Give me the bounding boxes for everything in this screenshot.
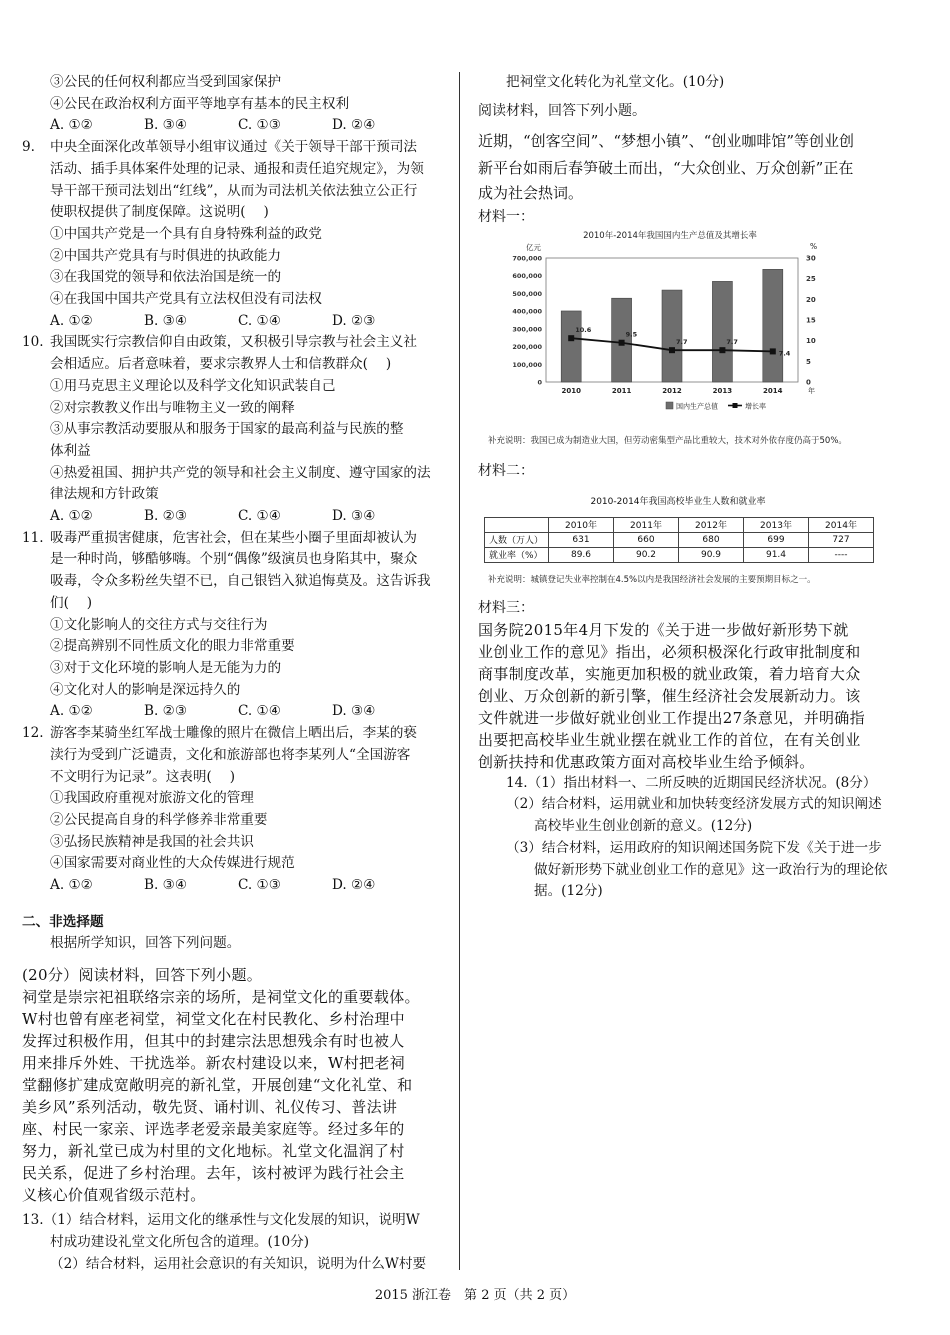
table-cell: 91.4 [744,547,809,562]
material-line: 创新扶持和优惠政策方面对高校毕业生给予倾斜。 [478,752,815,771]
choice-d: D. ②④ [332,877,376,894]
choice-c: C. ①④ [238,508,281,525]
option: ④文化对人的影响是深远持久的 [50,681,241,698]
choice-c: C. ①③ [238,117,281,134]
option: ③弘扬民族精神是我国的社会共识 [50,833,254,850]
choice-b: B. ③④ [144,877,188,894]
stem-line: 使职权提供了制度保障。这说明( ) [50,204,269,221]
gdp-bar [712,281,732,382]
y-tick-label-right: 20 [806,295,816,304]
table-cell: 699 [744,532,809,547]
table-cell: 就业率（%） [485,547,549,562]
y-tick-label-left: 500,000 [512,289,542,298]
option: ①我国政府重视对旅游文化的管理 [50,790,254,807]
q9-choices [22,311,450,333]
graduates-table [484,517,874,563]
stem-line: 导干部干预司法划出“红线”，从而为司法机关依法独立公正行 [50,182,418,199]
question-10 [22,332,450,506]
choice-a: A. ①② [50,117,93,134]
material-line: 祠堂是崇宗祀祖联络宗亲的场所，是祠堂文化的重要载体。 [22,988,420,1007]
table-row [485,547,874,562]
material-line: 努力，新礼堂已成为村里的文化地标。礼堂文化温润了村 [22,1142,405,1161]
page-footer: 2015 浙江卷 第 2 页（共 2 页） [374,1288,576,1303]
y-tick-label-right: 5 [806,357,811,366]
table-cell: 631 [549,532,614,547]
gdp-bar [662,290,682,382]
intro-line: 成为社会热词。 [478,183,584,202]
material-line: 出要把高校毕业生就业摆在就业工作的首位，在有关创业 [478,730,861,749]
table-cell [485,517,549,532]
q8-choices [22,115,450,137]
q13-heading: (20分）阅读材料，回答下列小题。 [22,966,263,985]
choice-b: B. ③④ [144,312,188,329]
q13-material [22,986,450,1206]
stem-line: 渎行为受到广泛谴责，文化和旅游部也将李某列人“全国游客 [50,746,411,763]
choice-a: A. ①② [50,703,93,720]
choice-b: B. ②③ [144,508,188,525]
option: ②中国共产党具有与时俱进的执政能力 [50,247,282,264]
y-tick-label-left: 300,000 [512,325,542,334]
x-tick-label: 2010 [561,386,581,395]
option: ②公民提高自身的科学修养非常重要 [50,811,268,828]
stem-line: 会相适应。后者意味着，要求宗教界人士和信教群众( ) [50,356,392,373]
material-1-note: 补充说明：我国已成为制造业大国，但劳动密集型产品比重较大，技术对外依存度仍高于50%。 [488,435,847,446]
q14-part2: （2）结合材料，运用就业和加快转变经济发展方式的知识阐述 [506,796,882,813]
x-tick-label: 2014 [763,386,783,395]
question-12 [22,723,450,875]
question-number: 12. [22,725,44,742]
question-11 [22,528,450,702]
choice-b: B. ③④ [144,117,188,134]
option: ③在我国党的领导和依法治国是统一的 [50,269,282,286]
choice-d: D. ③④ [332,508,376,525]
section-intro: 根据所学知识，回答下列问题。 [50,934,241,951]
growth-rate-point [719,347,725,353]
data-label: 10.6 [575,325,592,334]
data-label: 7.7 [676,337,688,346]
table-cell: 人数（万人） [485,532,549,547]
legend-swatch-gdp [666,402,673,409]
legend-label-rate: 增长率 [745,402,766,411]
x-tick-label: 2013 [712,386,733,395]
table-header-row [485,517,874,532]
choice-a: A. ①② [50,508,93,525]
y-tick-label-right: 15 [806,316,816,325]
x-tick-label: 2012 [662,386,682,395]
material-line: 座、村民一家亲、评选孝老爱亲最美家庭等。经过多年的 [22,1120,405,1139]
q14-part1: 14.（1）指出材料一、二所反映的近期国民经济状况。(8分） [506,774,877,791]
left-axis-unit: 亿元 [526,242,541,252]
q13-part2: （2）结合材料，运用社会意识的有关知识，说明为什么W村要 [50,1255,427,1272]
table-cell: 2012年 [679,517,744,532]
material-line: 民关系，促进了乡村治理。去年，该村被评为践行社会主 [22,1164,405,1183]
material-line: 商事制度改革，实施更加积极的就业政策，着力培育大众 [478,664,861,683]
option-cont: 律法规和方针政策 [50,486,159,503]
material-line: W村也曾有座老祠堂，祠堂文化在村民教化、乡村治理中 [22,1010,405,1029]
x-axis-unit: 年 [808,386,815,395]
y-tick-label-left: 200,000 [512,342,542,351]
question-number: 9. [22,139,35,156]
y-tick-label-right: 10 [806,336,816,345]
data-label: 7.4 [778,349,791,358]
material-2-title: 2010-2014年我国高校毕业生人数和就业率 [590,496,766,507]
q14-part3-cont: 据。(12分) [534,883,603,900]
growth-rate-point [770,348,776,354]
material-line: 文件就进一步做好就业创业工作提出27条意见，并明确指 [478,708,865,727]
y-tick-label-left: 400,000 [512,307,542,316]
material-line: 用来排斥外姓、干扰选举。新农村建设以来，W村把老祠 [22,1054,405,1073]
material-line: 美乡风”系列活动，敬先贤、诵村训、礼仪传习、普法讲 [22,1098,398,1117]
material-3-label: 材料三： [478,599,534,616]
intro-line: 近期，“创客空间”、“梦想小镇”、“创业咖啡馆”等创业创 [478,131,855,150]
table-cell: 2010年 [549,517,614,532]
material-1-label: 材料一： [478,208,534,225]
q13-part1-cont: 村成功建设礼堂文化所包含的道理。(10分) [50,1234,309,1251]
data-label: 9.5 [625,330,638,339]
choice-c: C. ①③ [238,877,281,894]
read-heading: 阅读材料，回答下列小题。 [478,102,646,119]
option: ①文化影响人的交往方式与交往行为 [50,616,268,633]
table-cell: 2013年 [744,517,809,532]
stem-line: 吸毒，令众多粉丝失望不已，自己银铛入狱追悔莫及。这告诉我 [50,573,431,590]
y-tick-label-left: 700,000 [512,254,542,263]
choice-d: D. ③④ [332,703,376,720]
table-cell: 660 [614,532,679,547]
choice-c: C. ①④ [238,703,281,720]
table-row [485,532,874,547]
choice-d: D. ②③ [332,312,376,329]
section-title: 二、非选择题 [22,913,104,930]
question-number: 11. [22,529,44,546]
stem-line: 们( ) [50,594,93,611]
q13-part1: 13.（1）结合材料，运用文化的继承性与文化发展的知识，说明W [22,1212,420,1229]
y-tick-label-right: 0 [806,378,811,387]
column-divider [459,72,460,1270]
y-tick-label-right: 25 [806,274,816,283]
q13-part2-cont: 把祠堂文化转化为礼堂文化。(10分) [506,74,725,90]
material-line: 创业、万众创新的新引擎，催生经济社会发展新动力。该 [478,686,861,705]
growth-rate-point [568,335,574,341]
y-tick-label-left: 100,000 [512,360,542,369]
table-cell: 680 [679,532,744,547]
material-line: 业创业工作的意见》指出，必须积极深化行政审批制度和 [478,642,861,661]
table-cell: ---- [809,547,874,562]
stem-line: 中央全面深化改革领导小组审议通过《关于领导干部干预司法 [50,139,418,156]
choice-a: A. ①② [50,312,93,329]
material-2-note: 补充说明：城镇登记失业率控制在4.5%以内是我国经济社会发展的主要预期目标之一。 [488,574,816,585]
data-label: 7.7 [726,337,738,346]
option: ②提高辨别不同性质文化的眼力非常重要 [50,638,295,655]
stem-line: 吸毒严重损害健康，危害社会，但在某些小圈子里面却被认为 [50,529,418,546]
gdp-bar [763,269,783,382]
stem-line: 是一种时尚，够酷够嗨。个别“偶像”级演员也身陷其中，聚众 [50,551,418,568]
table-cell: 90.2 [614,547,679,562]
option: ③从事宗教活动要服从和服务于国家的最高利益与民族的整 [50,421,404,438]
material-line: 国务院2015年4月下发的《关于进一步做好新形势下就 [478,620,849,639]
gdp-chart [480,228,866,446]
intro-line: 新平台如雨后春笋破土而出，“大众创业、万众创新”正在 [478,158,854,177]
growth-rate-point [619,339,625,345]
q11-choices [22,701,450,723]
q10-choices [22,506,450,528]
choice-d: D. ②④ [332,117,376,134]
option: ④在我国中国共产党具有立法权但没有司法权 [50,291,322,308]
gdp-bar [561,311,581,382]
q12-choices [22,875,450,897]
q14-part3: （3）结合材料，运用政府的知识阐述国务院下发《关于进一步 [506,839,882,856]
q14-part2-cont: 高校毕业生创业创新的意义。(12分) [534,818,753,835]
question-9 [22,137,450,311]
option: ④热爱祖国、拥护共产党的领导和社会主义制度、遵守国家的法 [50,464,431,481]
q8-option-3: ③公民的任何权利都应当受到国家保护 [50,74,282,90]
table-cell: 90.9 [679,547,744,562]
table-cell: 727 [809,532,874,547]
choice-b: B. ②③ [144,703,188,720]
choice-c: C. ①④ [238,312,281,329]
right-axis-unit: % [810,241,818,251]
table-cell: 2011年 [614,517,679,532]
option: ①中国共产党是一个具有自身特殊利益的政党 [50,225,322,242]
material-2-label: 材料二： [478,462,534,479]
y-tick-label-left: 600,000 [512,271,542,280]
option: ③对于文化环境的影响人是无能为力的 [50,659,282,676]
left-column [22,72,450,1276]
stem-line: 游客李某骑坐红军战士雕像的照片在微信上晒出后，李某的亵 [50,725,418,742]
table-cell: 2014年 [809,517,874,532]
legend-label-gdp: 国内生产总值 [676,402,718,411]
option: ④国家需要对商业性的大众传媒进行规范 [50,855,295,872]
material-3-text [478,619,904,773]
material-line: 发挥过积极作用，但其中的封建宗法思想残余有时也被人 [22,1032,405,1051]
right-column [478,72,904,903]
q14-part3-cont: 做好新形势下就业创业工作的意见》这一政治行为的理论依 [534,861,888,878]
x-tick-label: 2011 [611,386,632,395]
question-number: 10. [22,334,44,351]
material-line: 堂翻修扩建成宽敞明亮的新礼堂，开展创建“文化礼堂、和 [22,1076,413,1095]
q8-option-4: ④公民在政治权利方面平等地享有基本的民主权利 [50,95,350,112]
stem-line: 我国既实行宗教信仰自由政策，又积极引导宗教与社会主义社 [50,334,418,351]
growth-rate-point [669,347,675,353]
legend-marker-rate [733,403,738,408]
option: ②对宗教教义作出与唯物主义一致的阐释 [50,399,295,416]
table-cell: 89.6 [549,547,614,562]
material-line: 义核心价值观省级示范村。 [22,1186,206,1205]
option: ①用马克思主义理论以及科学文化知识武装自己 [50,377,336,394]
gdp-chart-svg [480,228,860,428]
option-cont: 体利益 [50,442,91,459]
y-tick-label-left: 0 [537,378,542,387]
stem-line: 不文明行为记录”。这表明( ) [50,768,236,785]
y-tick-label-right: 30 [806,254,816,263]
stem-line: 活动、插手具体案件处理的记录、通报和责任追究规定》，为领 [50,160,424,177]
chart-title: 2010年-2014年我国国内生产总值及其增长率 [583,230,757,241]
choice-a: A. ①② [50,877,93,894]
